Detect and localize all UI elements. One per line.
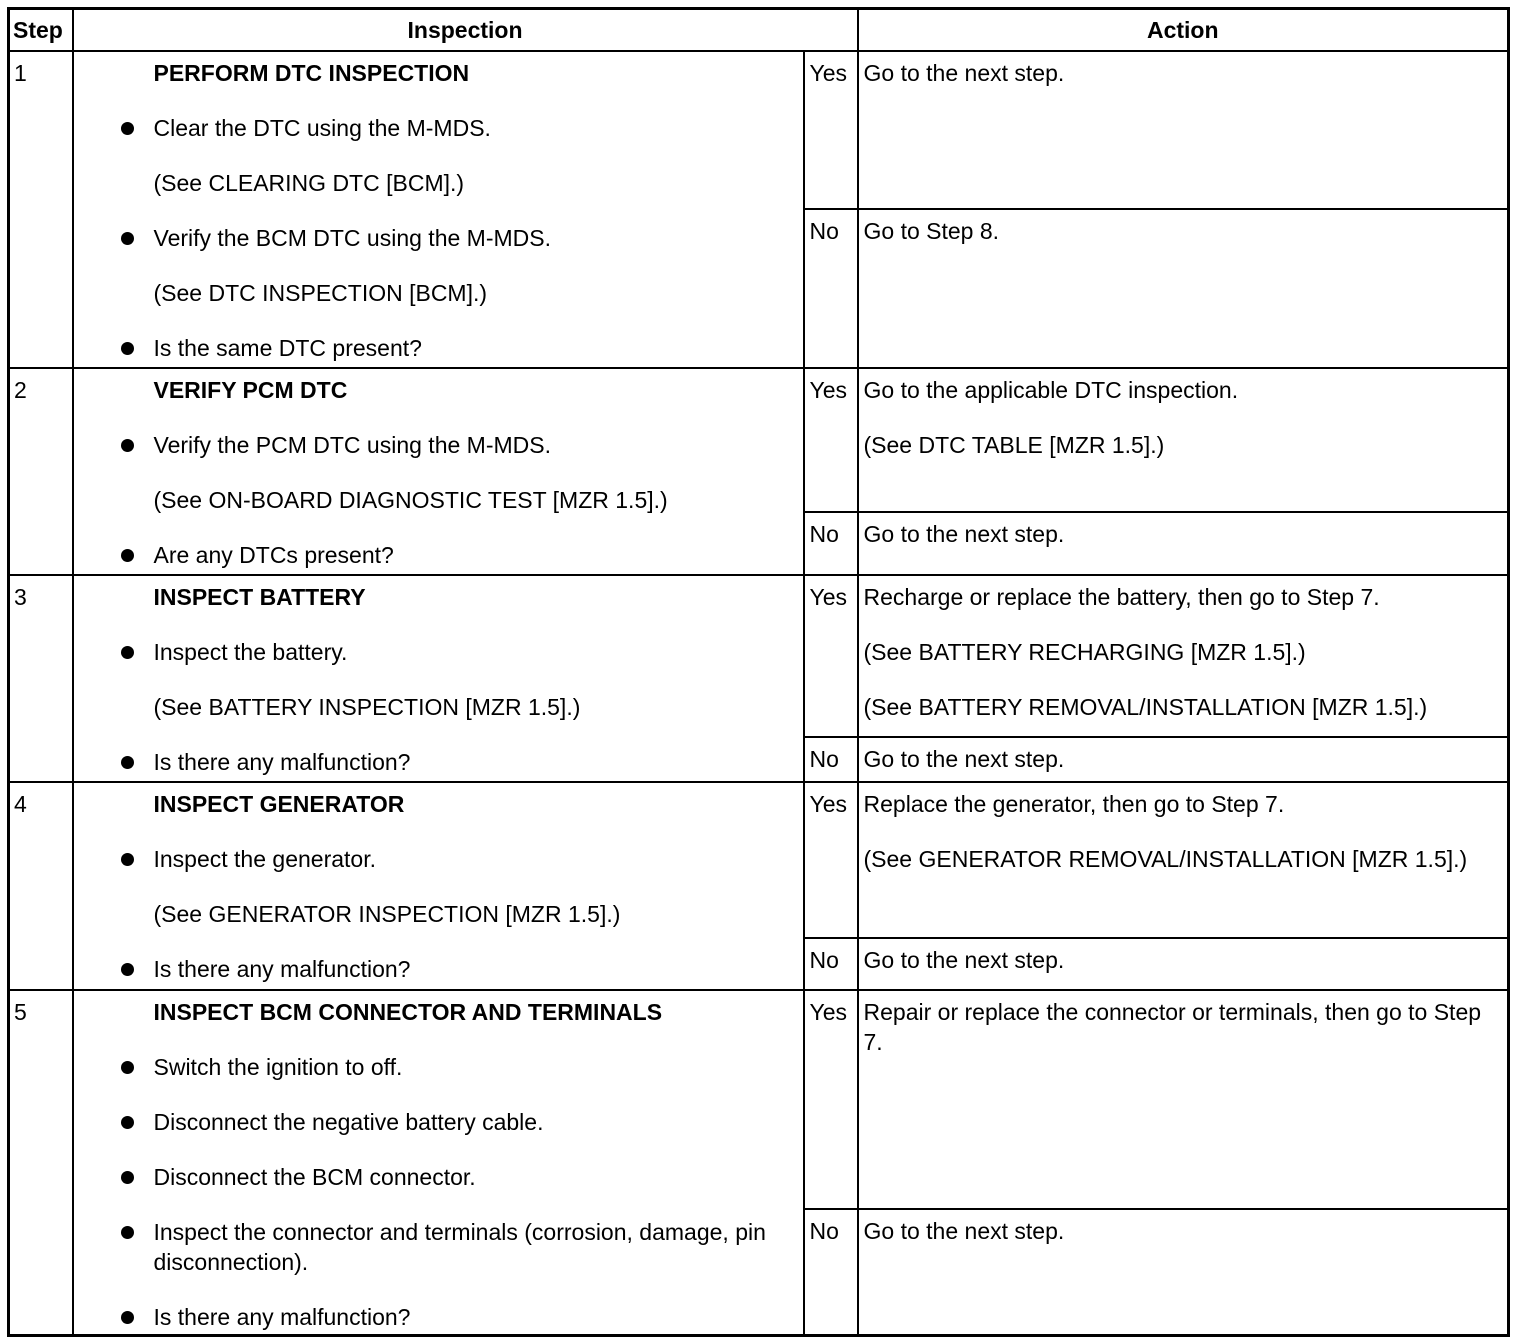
no-label: No [804, 737, 858, 782]
step-title: INSPECT GENERATOR [153, 791, 405, 817]
step-title: VERIFY PCM DTC [153, 377, 348, 403]
bullet-item: Inspect the battery. [74, 637, 793, 667]
bullet-icon [121, 439, 134, 452]
step-title: PERFORM DTC INSPECTION [153, 60, 470, 86]
yes-label: Yes [804, 51, 858, 209]
step-5-yes-row [9, 990, 1509, 1209]
yes-action: Recharge or replace the battery, then go to Step 7. (See BATTERY RECHARGING [MZR 1.5].) (See BATTERY REMOVAL/INSTALLATION [MZR 1.5].) [858, 575, 1509, 737]
action-reference: (See BATTERY REMOVAL/INSTALLATION [MZR 1.5].) [863, 694, 1428, 720]
no-action: Go to the next step. [858, 512, 1509, 575]
no-label: No [804, 938, 858, 990]
bullet-item: Verify the BCM DTC using the M-MDS. [74, 223, 793, 253]
step-4-yes-row [9, 782, 1509, 938]
no-label: No [804, 1209, 858, 1335]
no-action: Go to Step 8. [858, 209, 1509, 368]
bullet-icon [121, 646, 134, 659]
step-column-header: Step [9, 9, 73, 52]
bullet-item: Clear the DTC using the M-MDS. [74, 113, 793, 143]
inspection-column-header: Inspection [73, 9, 858, 52]
reference-text: (See CLEARING DTC [BCM].) [153, 170, 465, 196]
step-3-yes-row [9, 575, 1509, 737]
yes-label: Yes [804, 368, 858, 512]
bullet-item: Verify the PCM DTC using the M-MDS. [74, 430, 793, 460]
no-label: No [804, 512, 858, 575]
inspection-cell [73, 990, 804, 1335]
step-number: 5 [9, 990, 73, 1335]
diagnostic-table [7, 7, 1510, 1337]
reference-text: (See GENERATOR INSPECTION [MZR 1.5].) [153, 901, 621, 927]
yes-action: Replace the generator, then go to Step 7. (See GENERATOR REMOVAL/INSTALLATION [MZR 1.5].) [858, 782, 1509, 938]
reference-text: (See ON-BOARD DIAGNOSTIC TEST [MZR 1.5].) [153, 487, 668, 513]
inspection-cell [73, 782, 804, 990]
bullet-icon [121, 963, 134, 976]
yes-label: Yes [804, 575, 858, 737]
bullet-icon [121, 342, 134, 355]
bullet-item: Inspect the generator. [74, 844, 793, 874]
bullet-icon [121, 1116, 134, 1129]
inspection-cell [73, 368, 804, 575]
action-reference: (See GENERATOR REMOVAL/INSTALLATION [MZR 1.5].) [863, 846, 1468, 872]
bullet-question: Is the same DTC present? [74, 333, 793, 363]
bullet-item: Disconnect the negative battery cable. [74, 1107, 793, 1137]
bullet-icon [121, 1061, 134, 1074]
step-1-yes-row [9, 51, 1509, 209]
bullet-question: Is there any malfunction? [74, 954, 793, 984]
action-column-header: Action [858, 9, 1509, 52]
no-action: Go to the next step. [858, 1209, 1509, 1335]
yes-label: Yes [804, 782, 858, 938]
bullet-icon [121, 1171, 134, 1184]
no-label: No [804, 209, 858, 368]
bullet-question: Is there any malfunction? [74, 1302, 793, 1332]
bullet-question: Is there any malfunction? [74, 747, 793, 777]
no-action: Go to the next step. [858, 938, 1509, 990]
diagnostic-procedure-sheet [7, 7, 1507, 1336]
reference-text: (See DTC INSPECTION [BCM].) [153, 280, 488, 306]
step-number: 2 [9, 368, 73, 575]
step-2-yes-row [9, 368, 1509, 512]
yes-action: Go to the applicable DTC inspection. (See DTC TABLE [MZR 1.5].) [858, 368, 1509, 512]
yes-action: Go to the next step. [858, 51, 1509, 209]
action-reference: (See DTC TABLE [MZR 1.5].) [863, 432, 1165, 458]
bullet-icon [121, 1311, 134, 1324]
reference-text: (See BATTERY INSPECTION [MZR 1.5].) [153, 694, 581, 720]
step-number: 1 [9, 51, 73, 368]
action-reference: (See BATTERY RECHARGING [MZR 1.5].) [863, 639, 1306, 665]
step-title: INSPECT BCM CONNECTOR AND TERMINALS [153, 999, 663, 1025]
inspection-cell [73, 51, 804, 368]
step-title: INSPECT BATTERY [153, 584, 366, 610]
yes-label: Yes [804, 990, 858, 1209]
bullet-icon [121, 1226, 134, 1239]
bullet-item: Inspect the connector and terminals (corrosion, damage, pin disconnection). [74, 1217, 793, 1277]
bullet-icon [121, 549, 134, 562]
bullet-icon [121, 122, 134, 135]
step-number: 3 [9, 575, 73, 782]
bullet-icon [121, 756, 134, 769]
step-number: 4 [9, 782, 73, 990]
yes-action: Repair or replace the connector or terminals, then go to Step 7. [858, 990, 1509, 1209]
bullet-icon [121, 853, 134, 866]
bullet-question: Are any DTCs present? [74, 540, 793, 570]
inspection-cell [73, 575, 804, 782]
no-action: Go to the next step. [858, 737, 1509, 782]
bullet-item: Disconnect the BCM connector. [74, 1162, 793, 1192]
bullet-icon [121, 232, 134, 245]
header-row [9, 9, 1509, 52]
bullet-item: Switch the ignition to off. [74, 1052, 793, 1082]
